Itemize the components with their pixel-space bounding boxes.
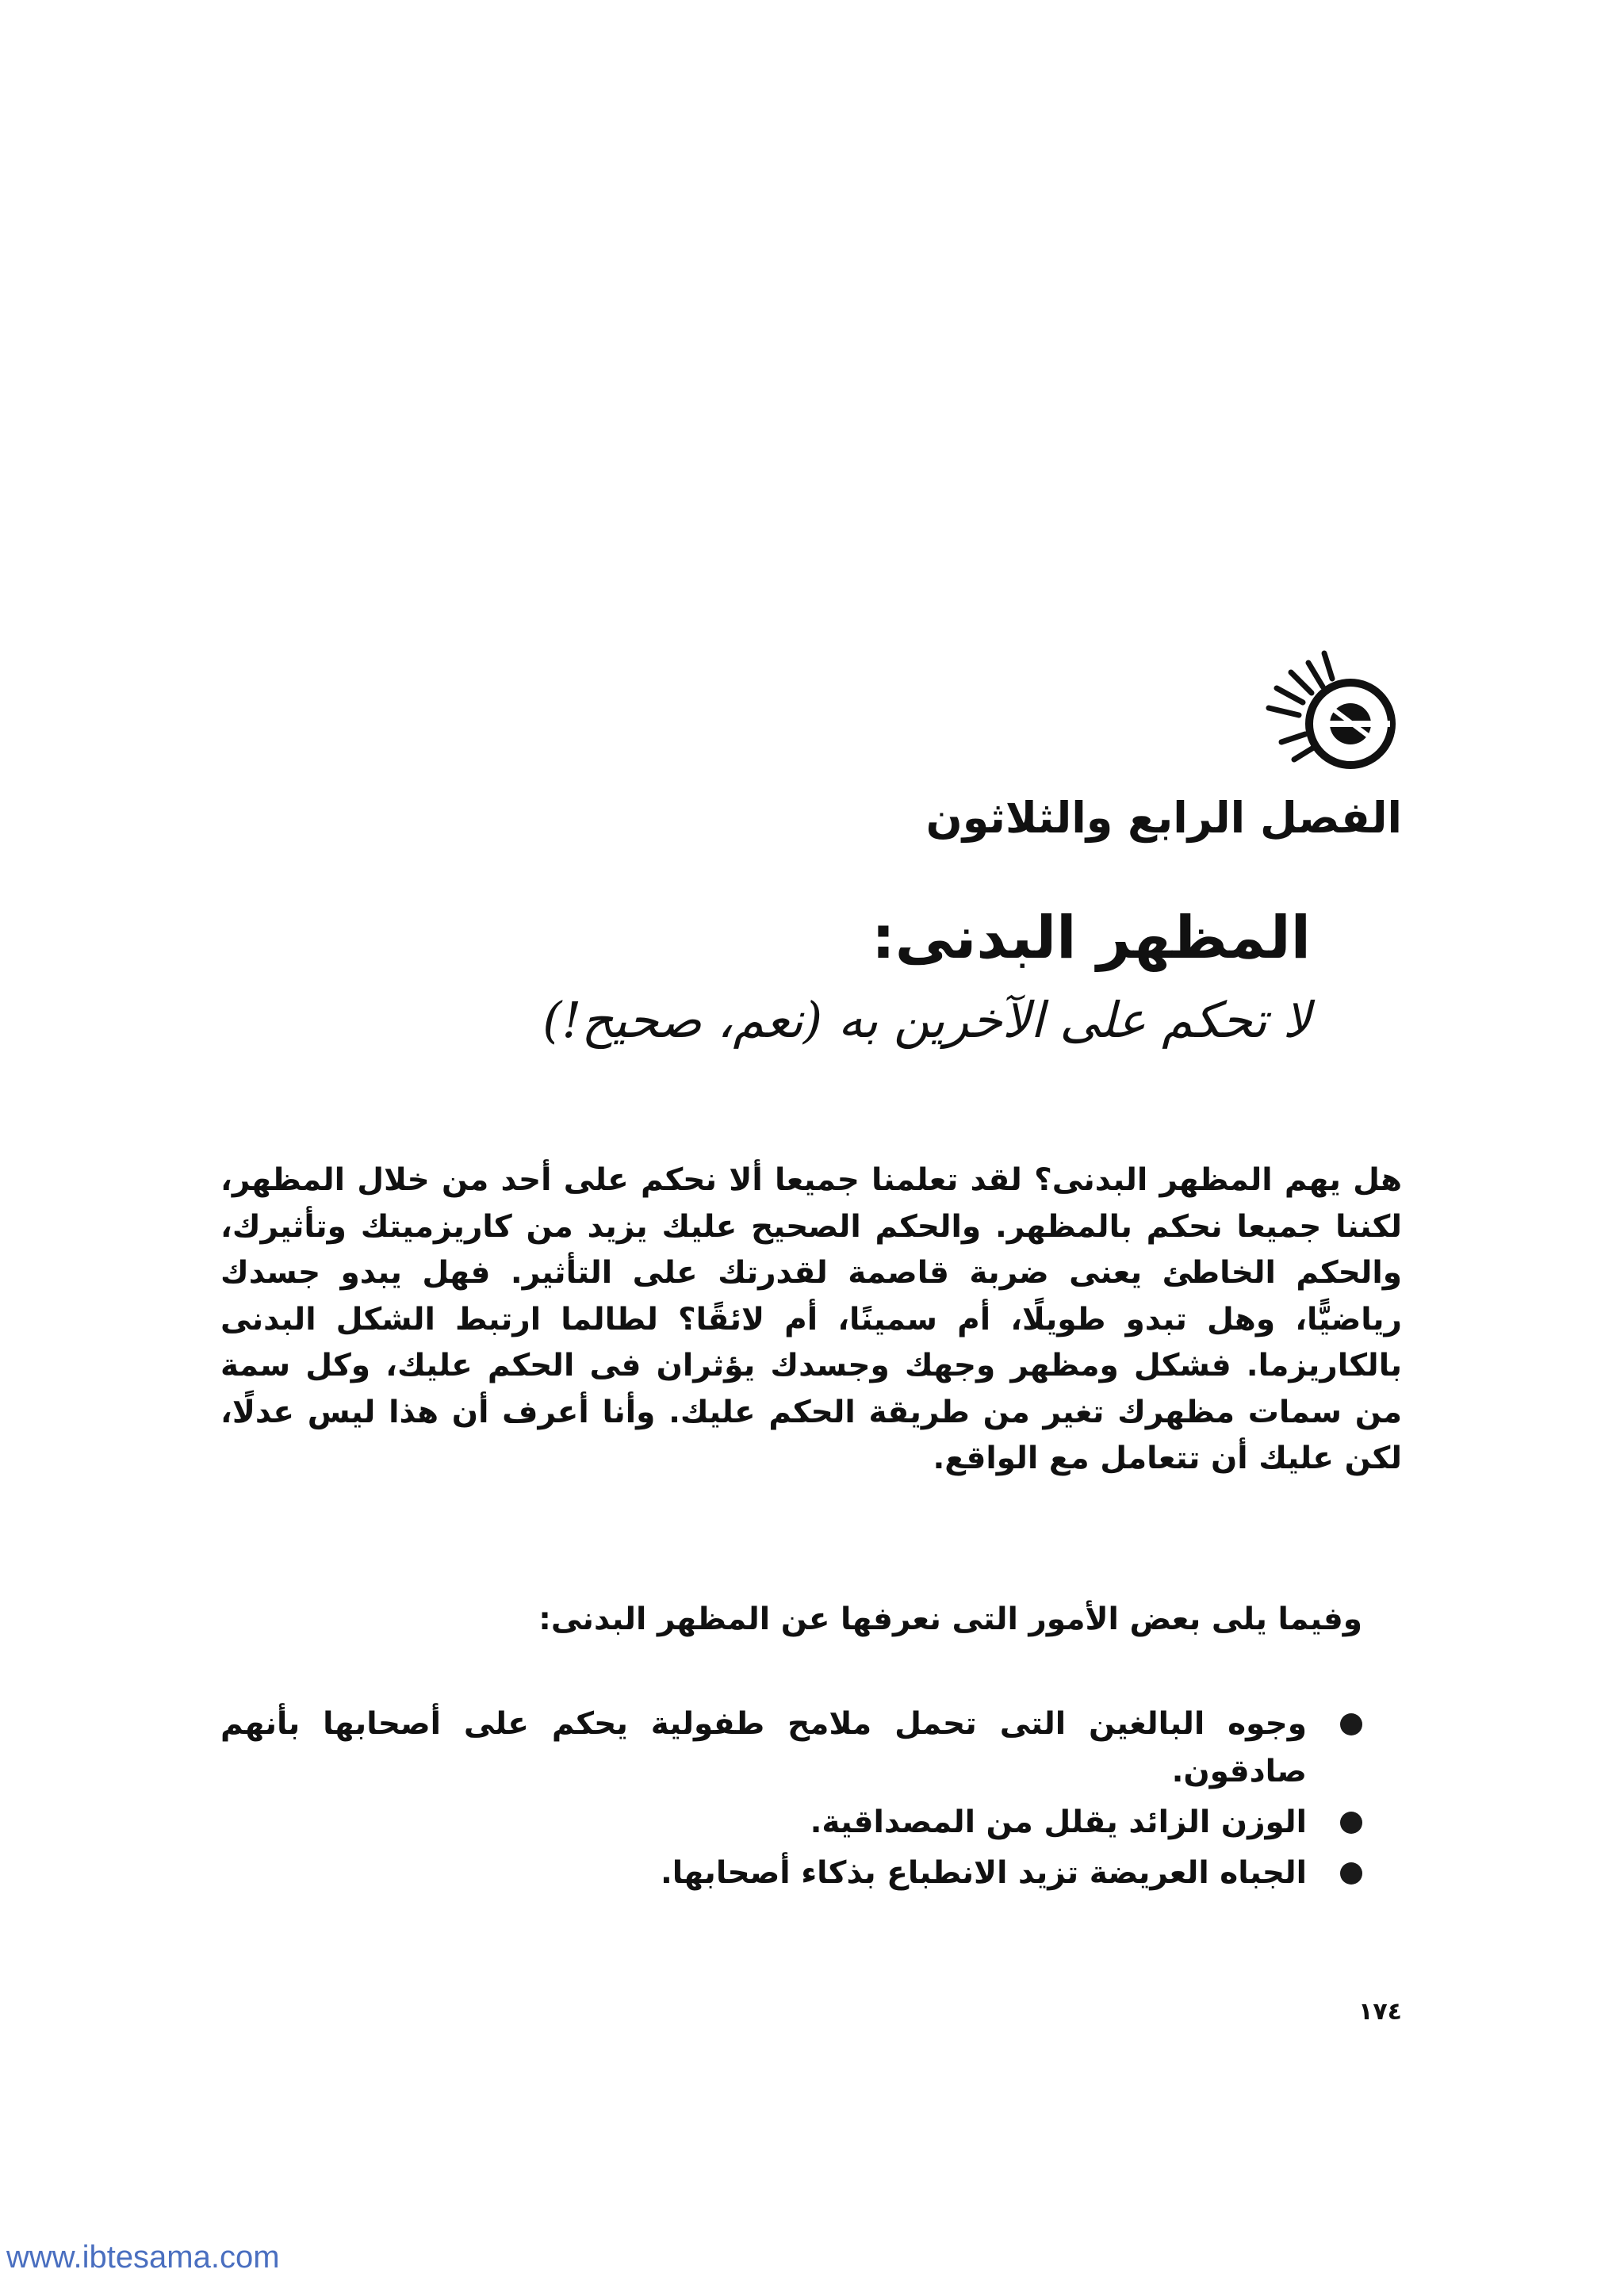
list-item [220, 1701, 1402, 1796]
bullet-list [220, 1701, 1402, 1900]
watermark-link[interactable]: www.ibtesama.com [6, 2240, 280, 2275]
list-item [220, 1799, 1402, 1846]
list-intro: وفيما يلى بعض الأمور التى نعرفها عن المظهر البدنى: [538, 1601, 1362, 1637]
sunburst-emblem-icon [1259, 649, 1418, 783]
chapter-title: المظهر البدنى: [871, 904, 1311, 972]
body-paragraph: هل يهم المظهر البدنى؟ لقد تعلمنا جميعا ألا نحكم على أحد من خلال المظهر، لكننا جميعا نحكم بالمظهر. والحكم الصحيح عليك يزيد من كاريزميتك وتأثيرك، والحكم الخاطئ يعنى ضربة قاصمة لقدرتك على التأثير. فهل يبدو جسدك رياضيًّا، وهل تبدو طويلًا، أم سمينًا، أم لائقًا؟ لطالما ارتبط الشكل البدنى بالكاريزما. فشكل ومظهر وجهك وجسدك يؤثران فى الحكم عليك، وكل سمة من سمات مظهرك تغير من طريقة الحكم عليك. وأنا أعرف أن هذا ليس عدلًا، لكن عليك أن تتعامل مع الواقع. [220, 1162, 1402, 1476]
bullet-dot-icon [1340, 1713, 1362, 1735]
bullet-dot-icon [1340, 1862, 1362, 1885]
list-item-text: وجوه البالغين التى تحمل ملامح طفولية يحكم على أصحابها بأنهم صادقون. [220, 1706, 1307, 1789]
list-item-text: الوزن الزائد يقلل من المصداقية. [810, 1804, 1307, 1840]
list-item-text: الجباه العريضة تزيد الانطباع بذكاء أصحابها. [660, 1855, 1307, 1891]
chapter-subtitle: لا تحكم على الآخرين به (نعم، صحيح!) [542, 991, 1311, 1049]
chapter-label: الفصل الرابع والثلاثون [925, 793, 1402, 843]
list-item [220, 1850, 1402, 1897]
page-number: ١٧٤ [1358, 1998, 1402, 2026]
bullet-dot-icon [1340, 1812, 1362, 1834]
